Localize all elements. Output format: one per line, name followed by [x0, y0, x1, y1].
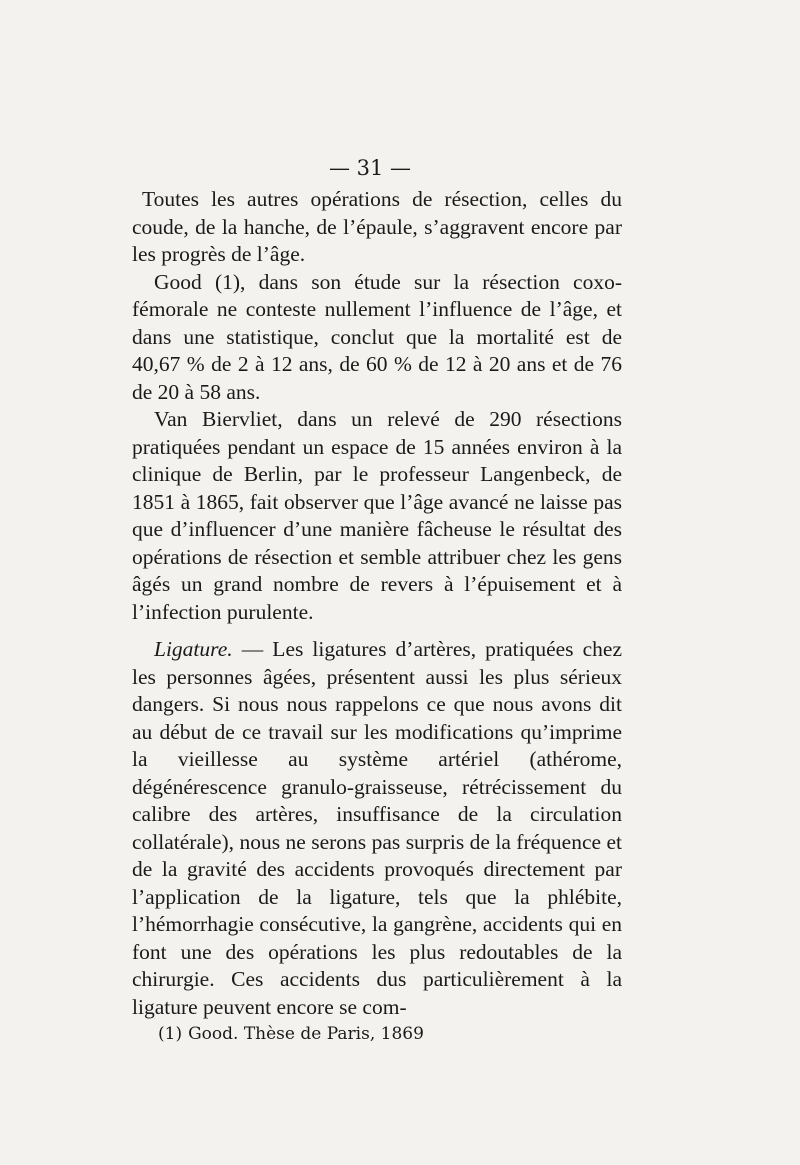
paragraph-ligature-text: — Les ligatures d’artères, pratiquées chez les personnes âgées, présentent aussi les plus sérieux dangers. Si nous nous rappelons ce que nous avons dit au début de ce travail sur les modifications qu’imprime la vieillesse au système artériel (athérome, dégénérescence granulo-graisseuse, rétrécissement du calibre des artères, insuffisance de la circulation collatérale), nous ne serons pas surpris de la fréquence et de la gravité des accidents provoqués directement par l’application de la ligature, tels que la phlébite, l’hémorrhagie consécutive, la gangrène, accidents qui en font une des opérations les plus redoutables de la chirurgie. Ces accidents dus particulièrement à la ligature peuvent encore se com- — [132, 637, 622, 1019]
footnote-mark: (1) — [158, 1024, 183, 1044]
section-heading-ligature: Ligature. — [154, 637, 233, 661]
paragraph-resection-others: Toutes les autres opérations de résection, celles du coude, de la hanche, de l’épaule, s’aggravent encore par les progrès de l’âge. — [132, 187, 622, 266]
paragraph-van-biervliet: Van Biervliet, dans un relevé de 290 résections pratiquées pendant un espace de 15 années environ à la clinique de Berlin, par le professeur Langenbeck, de 1851 à 1865, fait observer que l’âge avancé ne laisse pas que d’influencer d’une manière fâcheuse le résultat des opérations de résection et semble attribuer chez les gens âgés un grand nombre de revers à l’épuisement et à l’infection purulente. — [132, 407, 622, 624]
footnote — [158, 1024, 424, 1044]
paragraph-good-statistics: Good (1), dans son étude sur la résection coxo-fémorale ne conteste nullement l’influence de l’âge, et dans une statistique, conclut que la mortalité est de 40,67 % de 2 à 12 ans, de 60 % de 12 à 20 ans et de 76 de 20 à 58 ans. — [132, 269, 622, 404]
footnote-text: Good. Thèse de Paris, 1869 — [188, 1024, 424, 1044]
page-body — [132, 186, 622, 1021]
page-number: — 31 — — [328, 156, 412, 180]
paragraph-ligature — [132, 636, 622, 1021]
